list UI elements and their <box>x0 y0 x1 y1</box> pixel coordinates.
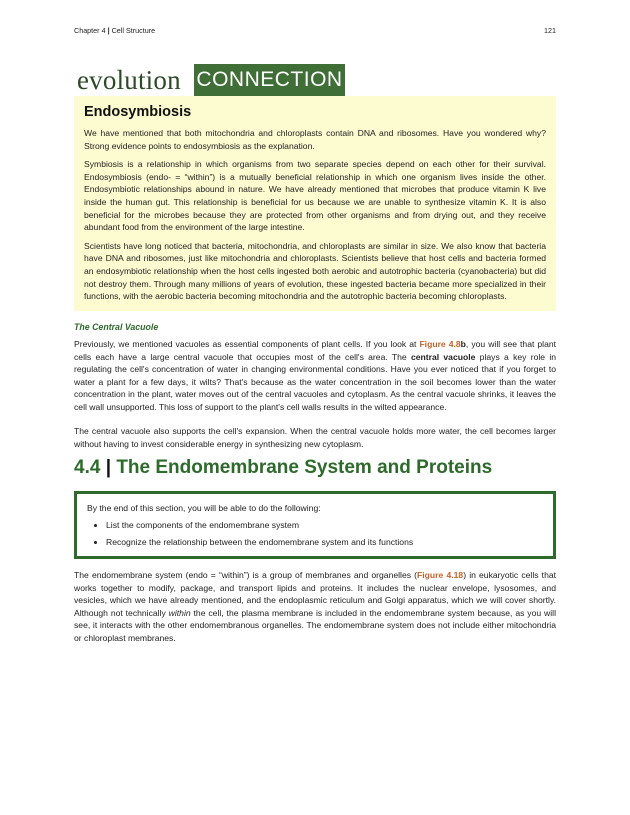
chapter-title: Cell Structure <box>111 26 156 35</box>
feature-paragraph-3: Scientists have long noticed that bacteria, mitochondria, and chloroplasts are similar in size. We also know that bacteria have DNA and ribosomes, just like mitochondria and chloroplasts. Scientists believe that host cells and bacteria formed an endosymbiotic relationship when the host cells ingested both aerobic and autotrophic bacteria (cyanobacteria) but did not destroy them. Through many millions of years of evolution, these ingested bacteria became more specialized in their functions, with the aerobic bacteria becoming mitochondria and the autotrophic bacteria becoming chloroplasts. <box>84 240 546 302</box>
central-vacuole-paragraph-2: The central vacuole also supports the cell's expansion. When the central vacuole holds more water, the cell becomes larger without having to invest considerable energy in synthesizing new cytoplasm. <box>74 426 556 449</box>
text-run: , you will see that plant cells each have a large central vacuole that occupies most of the cell's area. The <box>74 339 557 362</box>
term-central-vacuole: central vacuole <box>410 351 476 362</box>
banner-evolution-logo <box>74 64 194 96</box>
page-number: 121 <box>544 26 556 35</box>
text-run: ) in eukaryotic cells that works together to modify, package, and transport lipids and proteins. It includes the nuclear envelope, lysosomes, and vesicles, which we have already mentioned, and the endoplasmic reticulum and Golgi apparatus, which we will cover shortly. Although not technically <box>74 570 557 618</box>
text-run: The endomembrane system (endo = “within”) is a group of membranes and organelles ( <box>74 570 418 580</box>
central-vacuole-paragraph-1 <box>74 338 556 414</box>
objective-item: • Recognize the relationship between the endomembrane system and its functions <box>106 537 543 547</box>
section-title: The Endomembrane System and Proteins <box>116 457 493 478</box>
feature-title: Endosymbiosis <box>84 104 192 120</box>
central-vacuole-heading: The Central Vacuole <box>74 322 159 332</box>
text-run: plays a key role in regulating the cell's concentration of water in changing environmental conditions. Have you ever noticed that if you forget to water a plant for a few days, it wilts? That's because as the water concentration in the soil becomes lower than the water concentration in the plant, water moves out of the central vacuoles and cytoplasm. As the central vacuole shrinks, it leaves the cell wall unsupported. This loss of support to the plant's cell walls results in the wilted appearance. <box>74 351 557 412</box>
figure-panel-letter: b <box>460 339 466 349</box>
text-run: Previously, we mentioned vacuoles as essential components of plant cells. If you look at <box>74 339 420 349</box>
banner-evolution-word: evolution <box>77 64 181 95</box>
objectives-intro: By the end of this section, you will be able to do the following: <box>87 503 321 513</box>
objective-item: • List the components of the endomembrane system <box>106 520 543 530</box>
endosymbiosis-feature-box <box>74 96 556 311</box>
learning-objectives-box <box>74 491 556 559</box>
banner-connection-text: CONNECTION <box>196 68 343 91</box>
feature-paragraph-2: Symbiosis is a relationship in which organisms from two separate species depend on each other for their survival. Endosymbiosis (endo- = “within”) is a mutually beneficial relationship in which one organism lives inside the other. Endosymbiotic relationships abound in nature. We have already mentioned that microbes that produce vitamin K live inside the human gut. This relationship is beneficial for us because we are unable to synthesize vitamin K. It is also beneficial for the microbes because they are protected from other organisms and from drying out, and they receive abundant food from the environment of the large intestine. <box>84 159 546 233</box>
chapter-label <box>74 26 155 35</box>
feature-paragraph-1: We have mentioned that both mitochondria and chloroplasts contain DNA and ribosomes. Have you wondered why? Strong evidence points to endosymbiosis as the explanation. <box>84 128 546 151</box>
section-separator: | <box>105 457 112 478</box>
section-number: 4.4 <box>74 457 101 478</box>
endomembrane-paragraph <box>74 569 556 645</box>
chapter-number: Chapter 4 <box>74 26 106 35</box>
header-separator: | <box>107 26 110 35</box>
text-run: the cell, the plasma membrane is included in the endomembrane system because, as you will see, it interacts with the other endomembranous organelles. The endomembrane system does not include either mitochondria or chloroplast membranes. <box>74 607 556 643</box>
emphasis-within: within <box>168 607 191 618</box>
evolution-connection-banner <box>74 64 345 96</box>
figure-4-18-link[interactable]: Figure 4.18 <box>417 570 464 580</box>
objectives-list <box>87 520 543 547</box>
section-heading <box>74 457 492 479</box>
figure-4-8-link[interactable]: Figure 4.8 <box>419 339 461 349</box>
running-header <box>74 26 556 35</box>
